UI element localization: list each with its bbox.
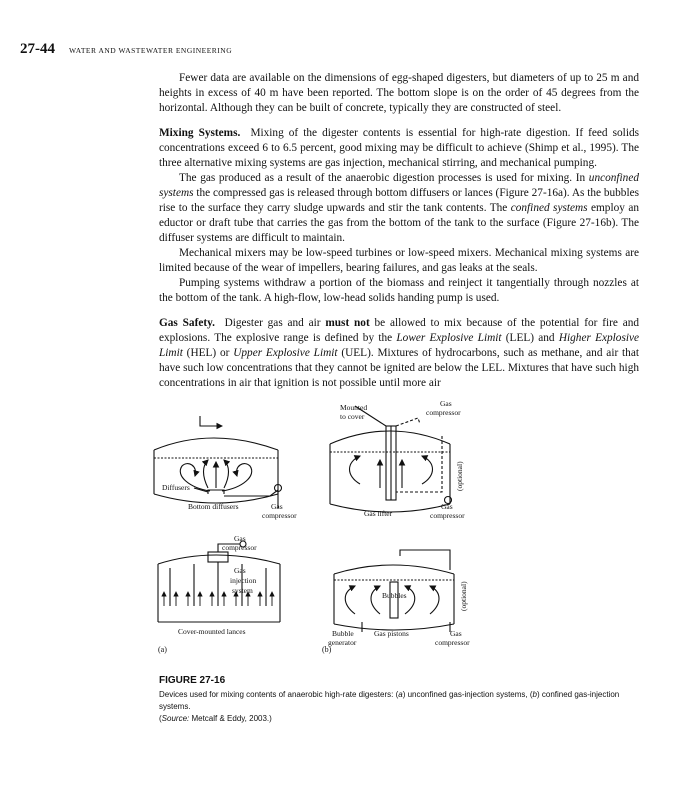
label-gas-lifter: Gas lifter	[364, 509, 393, 518]
section-heading-gas-safety: Gas Safety.	[159, 317, 215, 329]
caption-text	[159, 689, 639, 713]
label-gas-compressor-a1: Gas	[271, 502, 283, 511]
label-optional-1: (optional)	[455, 461, 464, 491]
caption-text-1: Devices used for mixing contents of anaerobic high-rate digesters: (	[159, 690, 399, 699]
label-mounted-to-cover-2: to cover	[340, 412, 365, 421]
label-bubble-generator: Bubble	[332, 629, 354, 638]
label-optional-2: (optional)	[459, 581, 468, 611]
body-text	[159, 71, 639, 391]
caption-source-label: Source:	[161, 714, 190, 723]
term-hel: Higher Explosive Limit	[159, 332, 640, 359]
running-head: WATER AND WASTEWATER ENGINEERING	[69, 46, 233, 55]
paragraph-mechanical-mixers: Mechanical mixers may be low-speed turbines or low-speed mixers. Mechanical mixing systems are limited because of the wear of impellers, bearing failures, and gas leaks at the seals.	[159, 247, 639, 274]
label-gas-compressor-a2-2: compressor	[222, 543, 257, 552]
mixing-text: Mixing of the digester contents is essential for high-rate digestion. If feed solids concentrations exceed 6 to 6.5 percent, good mixing may be difficult to achieve (Shimp et al., 1995). The three alternative mixing systems are gas injection, mechanical stirring, and mechanical pumping.	[159, 127, 639, 169]
label-cover-mounted-lances: Cover-mounted lances	[178, 627, 246, 636]
label-gas-injection-2: injection	[230, 576, 257, 585]
term-lel: Lower Explosive Limit	[396, 332, 502, 344]
paragraph-gas-mixing	[159, 171, 639, 246]
label-bubble-generator-2: generator	[328, 638, 357, 647]
label-gas-compressor-top: Gas	[440, 399, 452, 408]
gas-mixing-text-2: the compressed gas is released through bottom diffusers or lances (Figure 27-16a). As the bubbles rise to the surface they carry sludge upwards and stir the tank contents. The	[159, 187, 639, 214]
caption-title: FIGURE 27-16	[159, 675, 226, 686]
caption-em-b: b	[532, 690, 537, 699]
paragraph-egg-digesters: Fewer data are available on the dimensions of egg-shaped digesters, but diameters of up to 25 m and heights in excess of 40 m have been reported. The bottom slope is on the order of 45 degrees from the horizontal. Although they can be built of concrete, typically they are constructed of steel.	[159, 72, 639, 114]
label-gas-injection-1: Gas	[234, 566, 246, 575]
gas-safety-text-2: be allowed to mix because of the potential for fire and explosions. The explosive range is defined by the	[159, 317, 640, 344]
figure-27-16-diagram	[150, 396, 490, 654]
tank-bottom-diffusers	[154, 416, 282, 508]
label-gas-compressor-b2: Gas	[450, 629, 462, 638]
gas-safety-text-5: (UEL). Mixtures of hydrocarbons, such as methane, and air that have such low concentrations that they cannot be ignited are below the LEL. Mixtures that have such high concentrations in air that ignition is not possible until more air	[159, 347, 639, 389]
gas-safety-text-4: (HEL) or	[182, 347, 234, 359]
label-gas-compressor-b1: Gas	[441, 502, 453, 511]
paragraph-mixing-systems	[159, 126, 639, 171]
gas-safety-text-3: (LEL) and	[501, 332, 559, 344]
figure-caption	[159, 675, 639, 725]
paragraph-pumping-systems: Pumping systems withdraw a portion of the biomass and reinject it tangentially through nozzles at the bottom of the tank. A high-flow, low-head solids handing pump is used.	[159, 277, 639, 304]
caption-text-2: ) unconfined gas-injection systems, (	[402, 690, 533, 699]
label-gas-pistons: Gas pistons	[374, 629, 409, 638]
term-unconfined: unconfined systems	[159, 172, 639, 199]
gas-mixing-text-3: employ an eductor or draft tube that carries the gas from the bottom of the tank to the surface (Figure 27-16b). The diffuser systems are difficult to maintain.	[159, 202, 639, 244]
caption-text-3: ) confined gas-injection systems.	[159, 690, 620, 711]
label-gas-compressor-b2-2: compressor	[435, 638, 470, 647]
caption-source-text: Metcalf & Eddy, 2003.)	[189, 714, 272, 723]
label-b: (b)	[322, 645, 332, 654]
term-confined: confined systems	[510, 202, 588, 214]
label-gas-compressor-top-2: compressor	[426, 408, 461, 417]
gas-mixing-text-1: The gas produced as a result of the anaerobic digestion processes is used for mixing. In	[179, 172, 589, 184]
caption-source	[159, 713, 639, 725]
caption-em-a: a	[398, 690, 403, 699]
label-gas-compressor-a1-2: compressor	[262, 511, 297, 520]
emphasis-must-not: must not	[325, 317, 370, 329]
caption-source-open: (	[159, 714, 162, 723]
tank-gas-lifter	[330, 406, 452, 512]
term-uel: Upper Explosive Limit	[233, 347, 338, 359]
page-number: 27-44	[20, 41, 55, 57]
section-heading-mixing: Mixing Systems.	[159, 127, 241, 139]
label-gas-compressor-b1-2: compressor	[430, 511, 465, 520]
label-a: (a)	[158, 645, 167, 654]
label-bubbles: Bubbles	[382, 591, 407, 600]
tank-cover-mounted-lances	[158, 541, 280, 622]
page-header	[20, 40, 660, 58]
label-gas-injection-3: system	[232, 586, 253, 595]
label-mounted-to-cover: Mounted	[340, 403, 368, 412]
label-bottom-diffusers: Bottom diffusers	[188, 502, 239, 511]
gas-safety-text-1: Digester gas and air	[224, 317, 326, 329]
label-gas-compressor-a2: Gas	[234, 534, 246, 543]
paragraph-gas-safety	[159, 316, 639, 391]
label-diffusers: Diffusers	[162, 483, 190, 492]
